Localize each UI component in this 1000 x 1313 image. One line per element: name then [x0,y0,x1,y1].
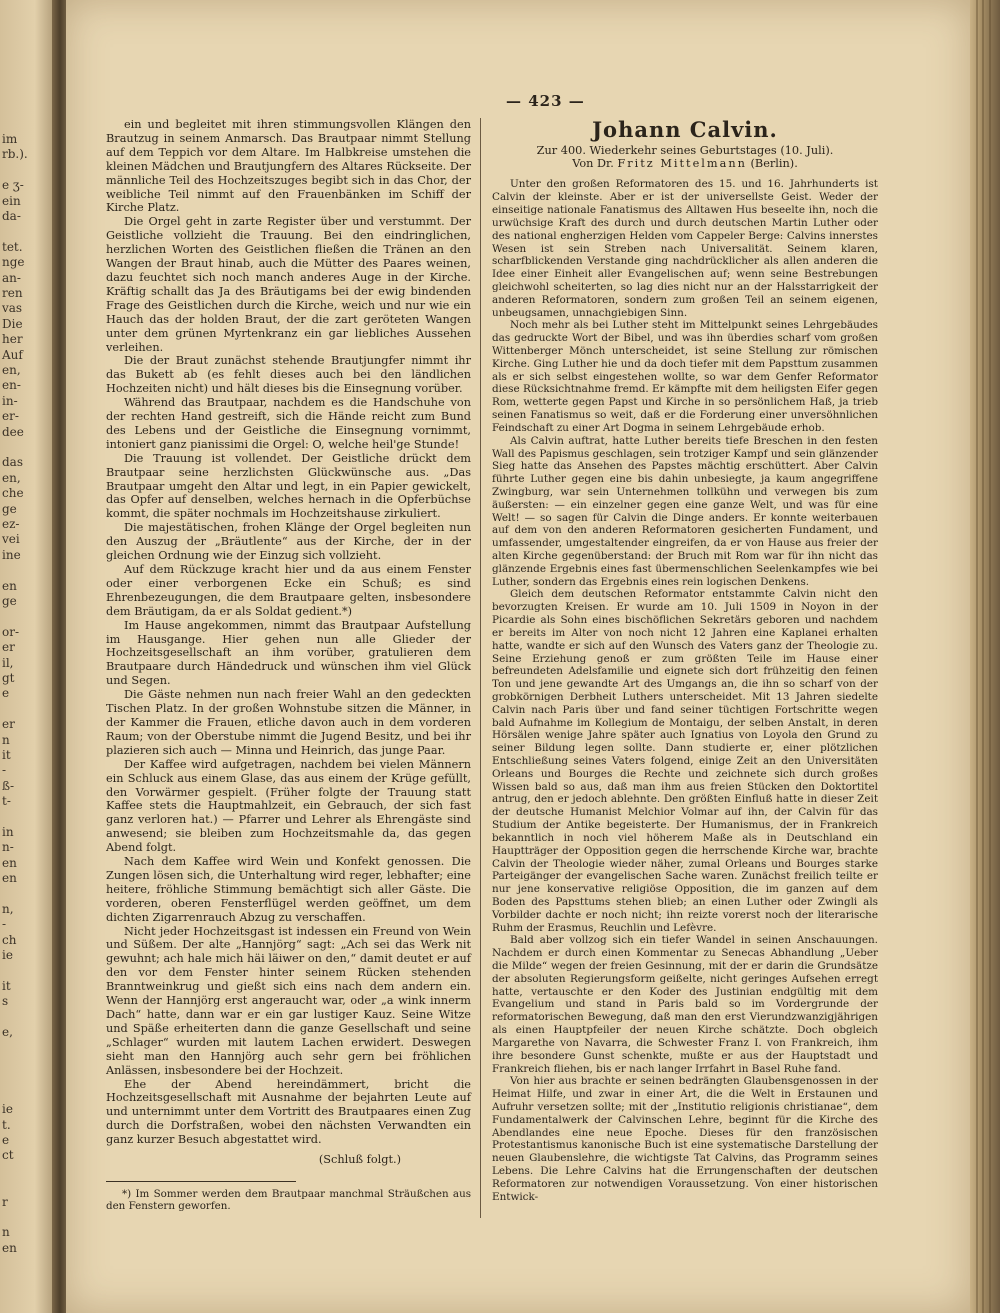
left-page-fragment: ez- [2,517,20,531]
left-page-edge [0,0,58,1313]
page-number: — 423 — [506,92,585,110]
paragraph: ein und begleitet mit ihren stimmungsvollen Klängen den Brautzug in seinem Anmarsch. Das Brautpaar nimmt Stellung auf dem Teppich vor dem Altare. Im Halbkreise umstehen die kleinen Mädchen und Brautjungfern des Altares Rückseite. Der männliche Teil des Hochzeitszuges begibt sich in das Chor, der weibliche Teil nimmt auf den Frauenbänken im Schiff der Kirche Platz. [106,118,471,215]
left-page-fragment: en- [2,378,21,393]
left-page-fragment: gt [2,671,15,685]
to-be-continued: (Schluß folgt.) [318,1153,401,1167]
left-page-fragment: tet. [2,239,23,254]
left-page-fragment: n [2,1225,10,1240]
paragraph: Im Hause angekommen, nimmt das Brautpaar Aufstellung im Hausgange. Hier gehen nun alle Glieder der Hochzeitsgesellschaft an ihm vorüber, gratulieren dem Brautpaare durch Händedruck und wünschen ihm viel Glück und Segen. [106,618,471,688]
paragraph: Der Kaffee wird aufgetragen, nachdem bei vielen Männern ein Schluck aus einem Glase, das aus einem der Krüge gefüllt, den Vorwärmer gespielt. (Früher folgte der Trauung statt Kaffee stets die Hauptmahlzeit, ein Gebrauch, der sich fast ganz verloren hat.) — Pfarrer und Lehrer als Ehrengäste sind anwesend; sie bleiben zum Hochzeitsmahle da, das gegen Abend folgt. [106,757,471,855]
article-title: Johann Calvin. [592,117,778,142]
footnote: *) Im Sommer werden dem Brautpaar manchmal Sträußchen aus den Fenstern geworfen. [106,1187,471,1213]
page [66,0,970,1313]
left-page-fragment: er [2,640,15,655]
left-page-fragment: ein [2,193,21,208]
paragraph: Bald aber vollzog sich ein tiefer Wandel in seinen Anschauungen. Nachdem er durch einen Kommentar zu Senecas Abhandlung „Ueber die Milde“ wegen der freien Gesinnung, mit der er darin die Grundsätze der absoluten Regierungsform geißelte, nicht geringes Aufsehen erregt hatte, vertauschte er den Koder des Justinian endgültig mit dem Evangelium und stand in Paris bald so im Vordergrunde der reformatorischen Bewegung, daß man den erst Vierundzwanzigjährigen als einen Hauptpfeiler der neuen Kirche schätzte. Doch obgleich Margarethe von Navarra, die Schwester Franz I. von Frankreich, ihm ihre besondere Gunst schenkte, mußte er aus der Hauptstadt und Frankreich fliehen, bis er nach langer Irrfahrt in Basel Ruhe fand. [492,934,878,1075]
left-column [106,118,471,1213]
left-page-fragment: ine [2,547,21,562]
paragraph: Nach dem Kaffee wird Wein und Konfekt genossen. Die Zungen lösen sich, die Unterhaltung wird reger, lebhafter; eine heitere, fröhliche Stimmung bemächtigt sich aller Gäste. Die vorderen, oberen Fensterflügel werden geöffnet, um dem dichten Zigarrenrauch Abzug zu verschaffen. [106,855,471,924]
left-page-fragment: e, [2,1025,13,1040]
left-page-fragment: an- [2,270,21,285]
left-page-fragment: che [2,486,24,501]
left-page-fragment: in [2,825,14,839]
paragraph: Während das Brautpaar, nachdem es die Handschuhe von der rechten Hand gestreift, sich die Hände reicht zum Bund des Lebens und der Geistliche die Einsegnung vornimmt, intoniert ganz pianissimi die Orgel: O, welche heil'ge Stunde! [106,396,471,451]
left-page-fragment: n- [2,840,14,855]
left-page-fragment: e [2,686,10,701]
left-page-fragment: en [2,855,17,870]
paragraph: Nicht jeder Hochzeitsgast ist indessen ein Freund von Wein und Süßem. Der alte „Hannjörg“ sagt: „Ach sei das Werk nit gewuhnt; ach hale mich häi läiwer on den,“ damit deutet er auf den vor dem Fenster hinter seinem Rücken stehenden Branntweinkrug und gießt sich eins nach dem andern ein. Wenn der Hannjörg erst angeraucht war, oder „a wink innerm Dach“ hatte, dann war er ein gar lustiger Kauz. Seine Witze und Späße erheiterten dann die ganze Gesellschaft und seine „Schlager“ wurden mit lautem Lachen erwidert. Deswegen sieht man den Hannjörg auch sehr gern bei fröhlichen Anlässen, insbesondere bei der Hochzeit. [106,924,471,1077]
left-page-fragment: n [2,732,10,747]
left-page-fragment: Die [2,316,23,331]
left-page-fragment: nge [2,255,25,270]
left-page-fragment: ch [2,932,17,947]
left-page-fragment: ren [2,286,23,300]
author-name: Fritz Mittelmann [617,156,747,170]
left-page-fragment: ie [2,948,13,963]
paragraph: Noch mehr als bei Luther steht im Mittelpunkt seines Lehrgebäudes das gedruckte Wort der Bibel, und was ihn überdies scharf vom großen Wittenberger Mönch unterscheidet, ist seine Stellung zur römischen Kirche. Ging Luther hie und da doch tiefer mit dem Papsttum zusammen als er sich selbst eingestehen wollte, so war dem Genfer Reformator diese Rücksichtnahme fremd. Er kämpfte mit dem heiligsten Eifer gegen Rom, wetterte gegen Papst und Kirche in so persönlichem Haß, ja trieb seinen Fanatismus so weit, daß er die Forderung einer unversöhnlichen Feindschaft zu einer Art Dogma in seinem Lehrgebäude erhob. [492,319,878,434]
left-page-fragment: rb.). [2,147,28,162]
left-page-fragment: ge [2,594,17,608]
paragraph: Die Orgel geht in zarte Register über und verstummt. Der Geistliche vollzieht die Trauung. Bei den eindringlichen, herzlichen Worten des Geistlichen fließen die Tränen an den Wangen der Braut hinab, auch die Mütter des Paares weinen, dazu feuchtet sich noch manch anderes Auge in der Kirche. Kräftig schallt das Ja des Bräutigams bei der ewig bindenden Frage des Geistlichen durch die Kirche, weich und nur wie ein Hauch das der holden Braut, der die zart geröteten Wangen unter dem grünen Myrtenkranz ein gar liebliches Aussehen verleihen. [106,215,471,354]
column-divider [480,118,481,1218]
left-page-fragment: en, [2,363,21,377]
left-page-fragment: das [2,455,23,470]
left-page-fragment: in- [2,393,18,408]
right-column-paragraphs [492,178,878,1203]
left-page-fragment: e [2,1133,10,1147]
left-page-fragment: en [2,1240,17,1255]
author-prefix: Von Dr. [572,156,614,170]
footnote-rule [106,1181,296,1182]
paragraph: Ehe der Abend hereindämmert, bricht die Hochzeitsgesellschaft mit Ausnahme der bejahrten Leute auf und unternimmt unter dem Vortritt des Brautpaares einen Zug durch die Dorfstraßen, wobei den nächsten Verwandten ein ganz kurzer Besuch abgestattet wird. [106,1077,471,1147]
left-page-fragment: or- [2,624,20,639]
left-page-fragment: n, [2,902,14,916]
paragraph: Auf dem Rückzuge kracht hier und da aus einem Fenster oder einer verborgenen Ecke ein Schuß; es sind Ehrenbezeugungen, die dem Brautpaare gelten, insbesondere dem Bräutigam, da er als Soldat gedient.*) [106,563,471,618]
left-page-fragment: t. [2,1117,11,1132]
left-page-fragment: da- [2,209,21,223]
right-column [492,117,878,1203]
left-page-fragment: er [2,717,15,732]
article-author [492,158,878,171]
left-page-fragment: t- [2,794,11,809]
left-page-fragment: ß- [2,778,15,793]
paragraph: Als Calvin auftrat, hatte Luther bereits tiefe Breschen in den festen Wall des Papismus geschlagen, sein trotziger Kampf und sein glänzender Sieg hatte das Ansehen des Papstes mächtig erschüttert. Aber Calvin führte Luther gegen eine bis dahin unbesiegte, ja kaum angegriffene Zwingburg, war sein Unternehmen tollkühn und verwegen bis zum äußersten: — ein einzelner gegen eine ganze Welt, und was für eine Welt! — so sagen für Calvin die Dinge anders. Er konnte weiterbauen auf dem von den anderen Reformatoren gesicherten Fundament, und umfassender, umgestaltender eingreifen, da er von Hause aus freier der alten Kirche gegenüberstand: der Bruch mit Rom war für ihn nicht das glänzende Ergebnis eines fast übermenschlichen Seelenkampfes wie bei Luther, sondern das Ergebnis eines rein logischen Denkens. [492,434,878,588]
left-page-fragment: er- [2,409,19,424]
left-page-fragment: en [2,578,17,593]
left-page-fragment: il, [2,655,14,670]
left-page-fragment: Auf [2,347,23,362]
left-page-fragment: r [2,1194,8,1209]
left-page-fragment: her [2,332,23,347]
left-page-fragment: en, [2,470,21,485]
left-page-fragment: dee [2,424,24,439]
paragraph: Die der Braut zunächst stehende Brautjungfer nimmt ihr das Bukett ab (es fehlt dieses auch bei den ländlichen Hochzeiten nicht) und hält dieses bis die Einsegnung vorüber. [106,354,471,396]
left-page-fragment: vei [2,532,20,547]
page-stack-edge [970,0,1000,1313]
left-page-fragment: im [2,132,18,146]
paragraph: Von hier aus brachte er seinen bedrängten Glaubensgenossen in der Heimat Hilfe, und zwar in einer Art, die die Welt in Erstaunen und Aufruhr versetzen sollte; mit der „Institutio religionis christianae“, dem Fundamentalwerk der Calvinschen Lehre, beginnt für die Kirche des Abendlandes eine neue Epoche. Dieses für den französischen Protestantismus kanonische Buch ist eine systematische Darstellung der neuen Glaubenslehre, die wichtigste Tat Calvins, das Programm seines Lebens. Die Lehre Calvins hat die Errungenschaften der deutschen Reformatoren zur notwendigen Voraussetzung. Von einer historischen Entwick- [492,1075,878,1203]
paragraph: Die majestätischen, frohen Klänge der Orgel begleiten nun den Auszug der „Bräutlente“ aus der Kirche, der in der gleichen Ordnung wie der Einzug sich vollzieht. [106,521,471,563]
left-page-fragment: ie [2,1102,13,1117]
left-page-fragment: vas [2,301,23,316]
left-page-fragment: - [2,917,7,932]
author-suffix: (Berlin). [750,156,798,170]
left-page-fragment: en [2,871,17,886]
left-page-fragment: - [2,763,7,778]
left-page-fragment: it [2,748,11,762]
left-page-fragment: ge [2,501,17,516]
left-page-fragment: it [2,979,11,993]
paragraph: Die Gäste nehmen nun nach freier Wahl an den gedeckten Tischen Platz. In der großen Wohnstube sitzen die Männer, in der Kammer die Frauen, etliche davon auch in dem vorderen Raum; von der Oberstube nimmt die Jugend Besitz, und bei ihr plazieren sich auch — Minna und Heinrich, das junge Paar. [106,688,471,757]
article-subtitle: Zur 400. Wiederkehr seines Geburtstages (10. Juli). [536,143,834,157]
left-page-fragment: ct [2,1148,14,1163]
paragraph: Unter den großen Reformatoren des 15. und 16. Jahrhunderts ist Calvin der kleinste. Aber er ist der universellste Geist. Weder der einseitige nationale Fanatismus des Alltawen Hus beseelte ihn, noch die urwüchsige Kraft des durch und durch deutschen Martin Luther oder des national engherzigen Helden vom Cappeler Berge: Calvins innerstes Wesen ist sein Streben nach Universalität. Seinem klaren, scharfblickenden Verstande ging nachdrücklicher als allen anderen die Idee einer Einheit aller Evangelischen auf; wenn seine Bestrebungen gleichwohl scheiterten, so lag dies nicht nur an der Halsstarrigkeit der anderen Reformatoren, sondern zum großen Teil an seinem eigenen, unbeugsamen, unnachgiebigen Sinn. [492,178,878,319]
left-page-fragment: e ʒ- [2,178,24,193]
left-column-paragraphs [106,118,471,1147]
left-page-fragment: s [2,994,9,1009]
paragraph: Gleich dem deutschen Reformator entstammte Calvin nicht den bevorzugten Kreisen. Er wurde am 10. Juli 1509 in Noyon in der Picardie als Sohn eines bischöflichen Sekretärs geboren und nachdem er bereits im Alter von noch nicht 12 Jahren eine Kaplanei erhalten hatte, wandte er sich auf den Wunsch des Vaters ganz der Theologie zu. Seine Erziehung genoß er zum größten Teile im Hause einer befreundeten Adelsfamilie und eignete sich dort frühzeitig den feinen Ton und jene gewandte Art des Umgangs an, die ihn so scharf von der grobkörnigen Derbheit Luthers unterscheidet. Mit 13 Jahren siedelte Calvin nach Paris über und fand seiner tüchtigen Fortschritte wegen bald Aufnahme im Kollegium de Montaigu, der selben Anstalt, in deren Hörsälen wenige Jahre später auch Ignatius von Loyola den Grund zu seiner Bildung legen sollte. Dann studierte er, einer plötzlichen Entschließung seines Vaters folgend, einige Zeit an den Universitäten Orleans und Bourges die Rechte und zeichnete sich durch großes Wissen bald so aus, daß man ihm aus freien Stücken den Doktortitel antrug, den er jedoch ablehnte. Den größten Einfluß hatte in dieser Zeit der deutsche Humanist Melchior Volmar auf ihn, der Calvin für das Studium der Antike begeisterte. Der Humanismus, der in Frankreich bekanntlich in noch viel höherem Maße als in Deutschland ein Hauptträger der Opposition gegen die herrschende Kirche war, brachte Calvin der Theologie wieder näher, zumal Orleans und Bourges starke Parteigänger der evangelischen Sache waren. Zunächst freilich teilte er nur jene konservative religiöse Opposition, die im ganzen auf dem Boden des Papsttums stehen blieb; an einen Luther oder Zwingli als Vorbilder dachte er noch nicht; ihn reizte vorerst noch der literarische Ruhm der Erasmus, Reuchlin und Lefèvre. [492,588,878,934]
paragraph: Die Trauung ist vollendet. Der Geistliche drückt dem Brautpaar seine herzlichsten Glückwünsche aus. „Das Brautpaar umgeht den Altar und legt, in ein Papier gewickelt, das Opfer auf denselben, welches hernach in die Opferbüchse kommt, die später nochmals im Hochzeitshause zirkuliert. [106,451,471,521]
